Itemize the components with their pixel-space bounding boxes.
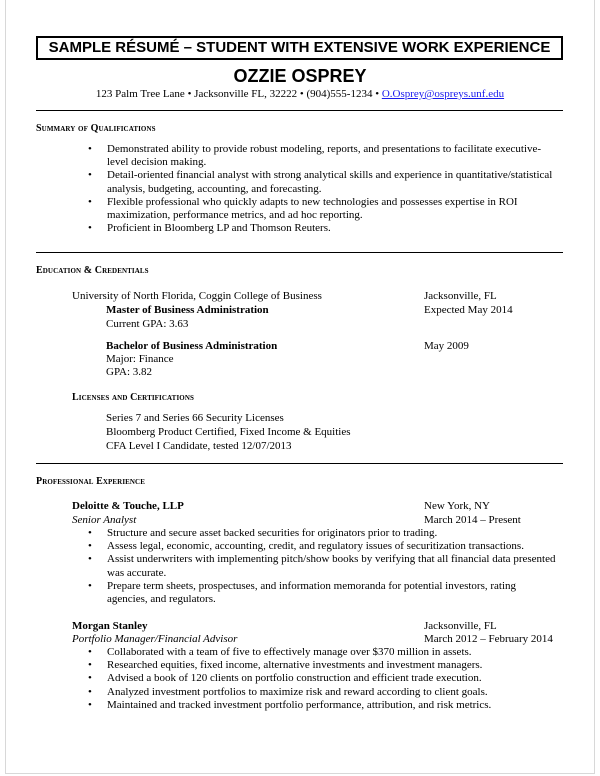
job-title: Portfolio Manager/Financial Advisor bbox=[72, 633, 238, 645]
school-name: University of North Florida, Coggin College of Business bbox=[72, 290, 322, 302]
experience-heading: Professional Experience bbox=[36, 476, 145, 487]
degree-date: Expected May 2014 bbox=[424, 304, 513, 316]
job-location: Jacksonville, FL bbox=[424, 620, 497, 632]
job-bullet: • Assist underwriters with implementing pitch/show books by verifying that all financial data presented was accurate. bbox=[88, 553, 558, 579]
contact-address: 123 Palm Tree Lane • Jacksonville FL, 32222 • (904)555-1234 • bbox=[95, 88, 382, 100]
job-bullets bbox=[88, 646, 558, 712]
degree-title: Bachelor of Business Administration bbox=[106, 340, 278, 352]
license-item: Bloomberg Product Certified, Fixed Income & Equities bbox=[106, 426, 351, 438]
job-location: New York, NY bbox=[424, 500, 491, 512]
summary-heading: Summary of Qualifications bbox=[36, 123, 156, 134]
summary-item: • Detail-oriented financial analyst with strong analytical skills and experience in quantitative/statistical analysis, budgeting, accounting, and forecasting. bbox=[88, 169, 558, 195]
job-dates: March 2014 – Present bbox=[424, 514, 521, 526]
job-bullet: • Researched equities, fixed income, alternative investments and investment managers. bbox=[88, 659, 558, 672]
email-link[interactable]: O.Osprey@ospreys.unf.edu bbox=[381, 88, 505, 100]
summary-item: • Proficient in Bloomberg LP and Thomson Reuters. bbox=[88, 222, 558, 235]
job-bullet: • Assess legal, economic, accounting, credit, and regulatory issues of securitization transactions. bbox=[88, 540, 558, 553]
summary-item: • Demonstrated ability to provide robust modeling, reports, and presentations to facilitate executive-level decision making. bbox=[88, 143, 558, 169]
license-item: CFA Level I Candidate, tested 12/07/2013 bbox=[106, 440, 292, 452]
job-bullet: • Collaborated with a team of five to effectively manage over $370 million in assets. bbox=[88, 646, 558, 659]
job-bullets bbox=[88, 527, 558, 606]
school-location: Jacksonville, FL bbox=[424, 290, 497, 302]
section-divider bbox=[36, 463, 563, 464]
degree-major: Major: Finance bbox=[106, 353, 174, 365]
summary-item: • Flexible professional who quickly adapts to new technologies and possesses expertise in ROI maximization, performance metrics, and ad hoc reporting. bbox=[88, 196, 558, 222]
sample-resume-banner: SAMPLE RÉSUMÉ – STUDENT WITH EXTENSIVE WORK EXPERIENCE bbox=[36, 36, 563, 60]
licenses-heading: Licenses and Certifications bbox=[72, 392, 194, 403]
degree-gpa: Current GPA: 3.63 bbox=[106, 318, 189, 330]
company-name: Deloitte & Touche, LLP bbox=[72, 500, 184, 512]
job-title: Senior Analyst bbox=[72, 514, 137, 526]
degree-date: May 2009 bbox=[424, 340, 469, 352]
company-name: Morgan Stanley bbox=[72, 620, 148, 632]
job-bullet: • Analyzed investment portfolios to maximize risk and reward according to client goals. bbox=[88, 686, 558, 699]
job-bullet: • Prepare term sheets, prospectuses, and information memoranda for potential investors, rating agencies, and regulators. bbox=[88, 580, 558, 606]
summary-list bbox=[88, 143, 558, 235]
job-bullet: • Structure and secure asset backed securities for originators prior to trading. bbox=[88, 527, 558, 540]
degree-gpa: GPA: 3.82 bbox=[106, 366, 153, 378]
section-divider bbox=[36, 252, 563, 253]
contact-line bbox=[0, 88, 600, 100]
job-dates: March 2012 – February 2014 bbox=[424, 633, 553, 645]
job-bullet: • Maintained and tracked investment portfolio performance, attribution, and risk metrics. bbox=[88, 699, 558, 712]
education-heading: Education & Credentials bbox=[36, 265, 149, 276]
section-divider bbox=[36, 110, 563, 111]
job-bullet: • Advised a book of 120 clients on portfolio construction and efficient trade execution. bbox=[88, 672, 558, 685]
license-item: Series 7 and Series 66 Security Licenses bbox=[106, 412, 284, 424]
degree-title: Master of Business Administration bbox=[106, 304, 269, 316]
candidate-name: OZZIE OSPREY bbox=[233, 66, 367, 86]
